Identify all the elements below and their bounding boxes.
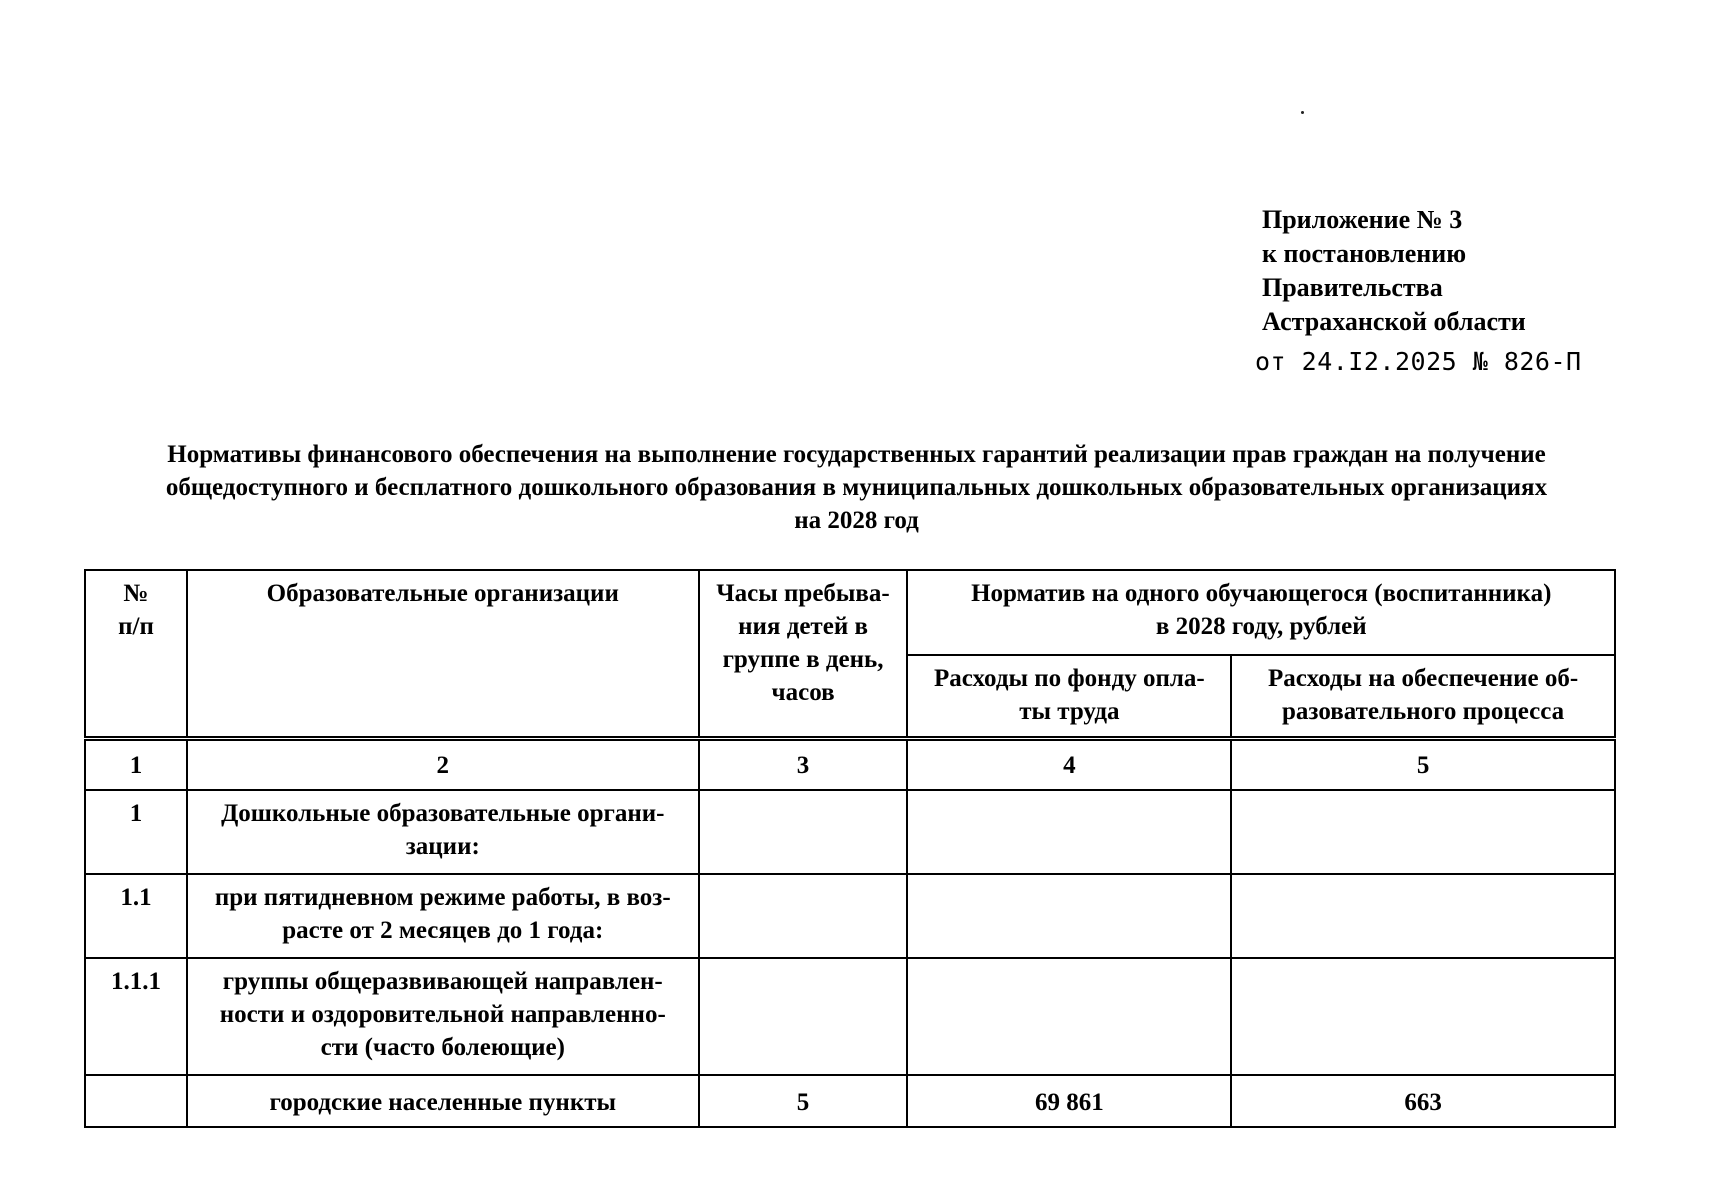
header-hours: Часы пребыва- ния детей в группе в день, часов bbox=[699, 570, 908, 739]
table-row bbox=[85, 790, 1615, 874]
row-wage bbox=[907, 874, 1231, 958]
header-organizations: Образовательные организации bbox=[187, 570, 699, 739]
row-hours bbox=[699, 958, 908, 1075]
row-education bbox=[1231, 790, 1615, 874]
column-number: 4 bbox=[907, 739, 1231, 791]
column-number: 3 bbox=[699, 739, 908, 791]
table-row bbox=[85, 874, 1615, 958]
row-organization: при пятидневном режиме работы, в воз- расте от 2 месяцев до 1 года: bbox=[187, 874, 699, 958]
title-line-3: на 2028 год bbox=[794, 507, 919, 534]
row-organization: Дошкольные образовательные органи- зации: bbox=[187, 790, 699, 874]
column-number: 2 bbox=[187, 739, 699, 791]
row-wage bbox=[907, 958, 1231, 1075]
row-number: 1.1.1 bbox=[85, 958, 187, 1075]
table-row bbox=[85, 1075, 1615, 1127]
header-row-1 bbox=[85, 570, 1615, 655]
row-education bbox=[1231, 874, 1615, 958]
header-wage-expenses: Расходы по фонду опла- ты труда bbox=[907, 655, 1231, 739]
row-organization: городские населенные пункты bbox=[187, 1075, 699, 1127]
norms-table bbox=[84, 569, 1616, 1128]
row-number bbox=[85, 1075, 187, 1127]
row-wage bbox=[907, 790, 1231, 874]
row-hours bbox=[699, 874, 908, 958]
row-hours bbox=[699, 790, 908, 874]
row-number: 1.1 bbox=[85, 874, 187, 958]
row-wage: 69 861 bbox=[907, 1075, 1231, 1127]
header-norm: Норматив на одного обучающегося (воспитанника) в 2028 году, рублей bbox=[907, 570, 1615, 655]
title-line-2: общедоступного и бесплатного дошкольного образования в муниципальных дошкольных образовательных организациях bbox=[165, 474, 1548, 501]
annex-number: Приложение № 3 bbox=[1262, 205, 1463, 234]
row-education bbox=[1231, 958, 1615, 1075]
row-number: 1 bbox=[85, 790, 187, 874]
scan-speck bbox=[1301, 111, 1304, 114]
header-num: № п/п bbox=[85, 570, 187, 739]
column-number: 1 bbox=[85, 739, 187, 791]
annex-region: Астраханской области bbox=[1262, 307, 1526, 336]
annex-to-resolution: к постановлению bbox=[1262, 239, 1467, 268]
header-education-expenses: Расходы на обеспечение об- разовательного процесса bbox=[1231, 655, 1615, 739]
column-number: 5 bbox=[1231, 739, 1615, 791]
row-hours: 5 bbox=[699, 1075, 908, 1127]
row-organization: группы общеразвивающей направлен- ности и оздоровительной направленно- сти (часто болеющие) bbox=[187, 958, 699, 1075]
document-title bbox=[84, 438, 1629, 537]
title-line-1: Нормативы финансового обеспечения на выполнение государственных гарантий реализации прав граждан на получение bbox=[167, 441, 1546, 468]
annex-block bbox=[1255, 203, 1582, 379]
column-number-row bbox=[85, 739, 1615, 791]
row-education: 663 bbox=[1231, 1075, 1615, 1127]
annex-government: Правительства bbox=[1262, 273, 1443, 302]
resolution-date-number: от 24.I2.2025 № 826-П bbox=[1255, 347, 1582, 376]
table-row bbox=[85, 958, 1615, 1075]
